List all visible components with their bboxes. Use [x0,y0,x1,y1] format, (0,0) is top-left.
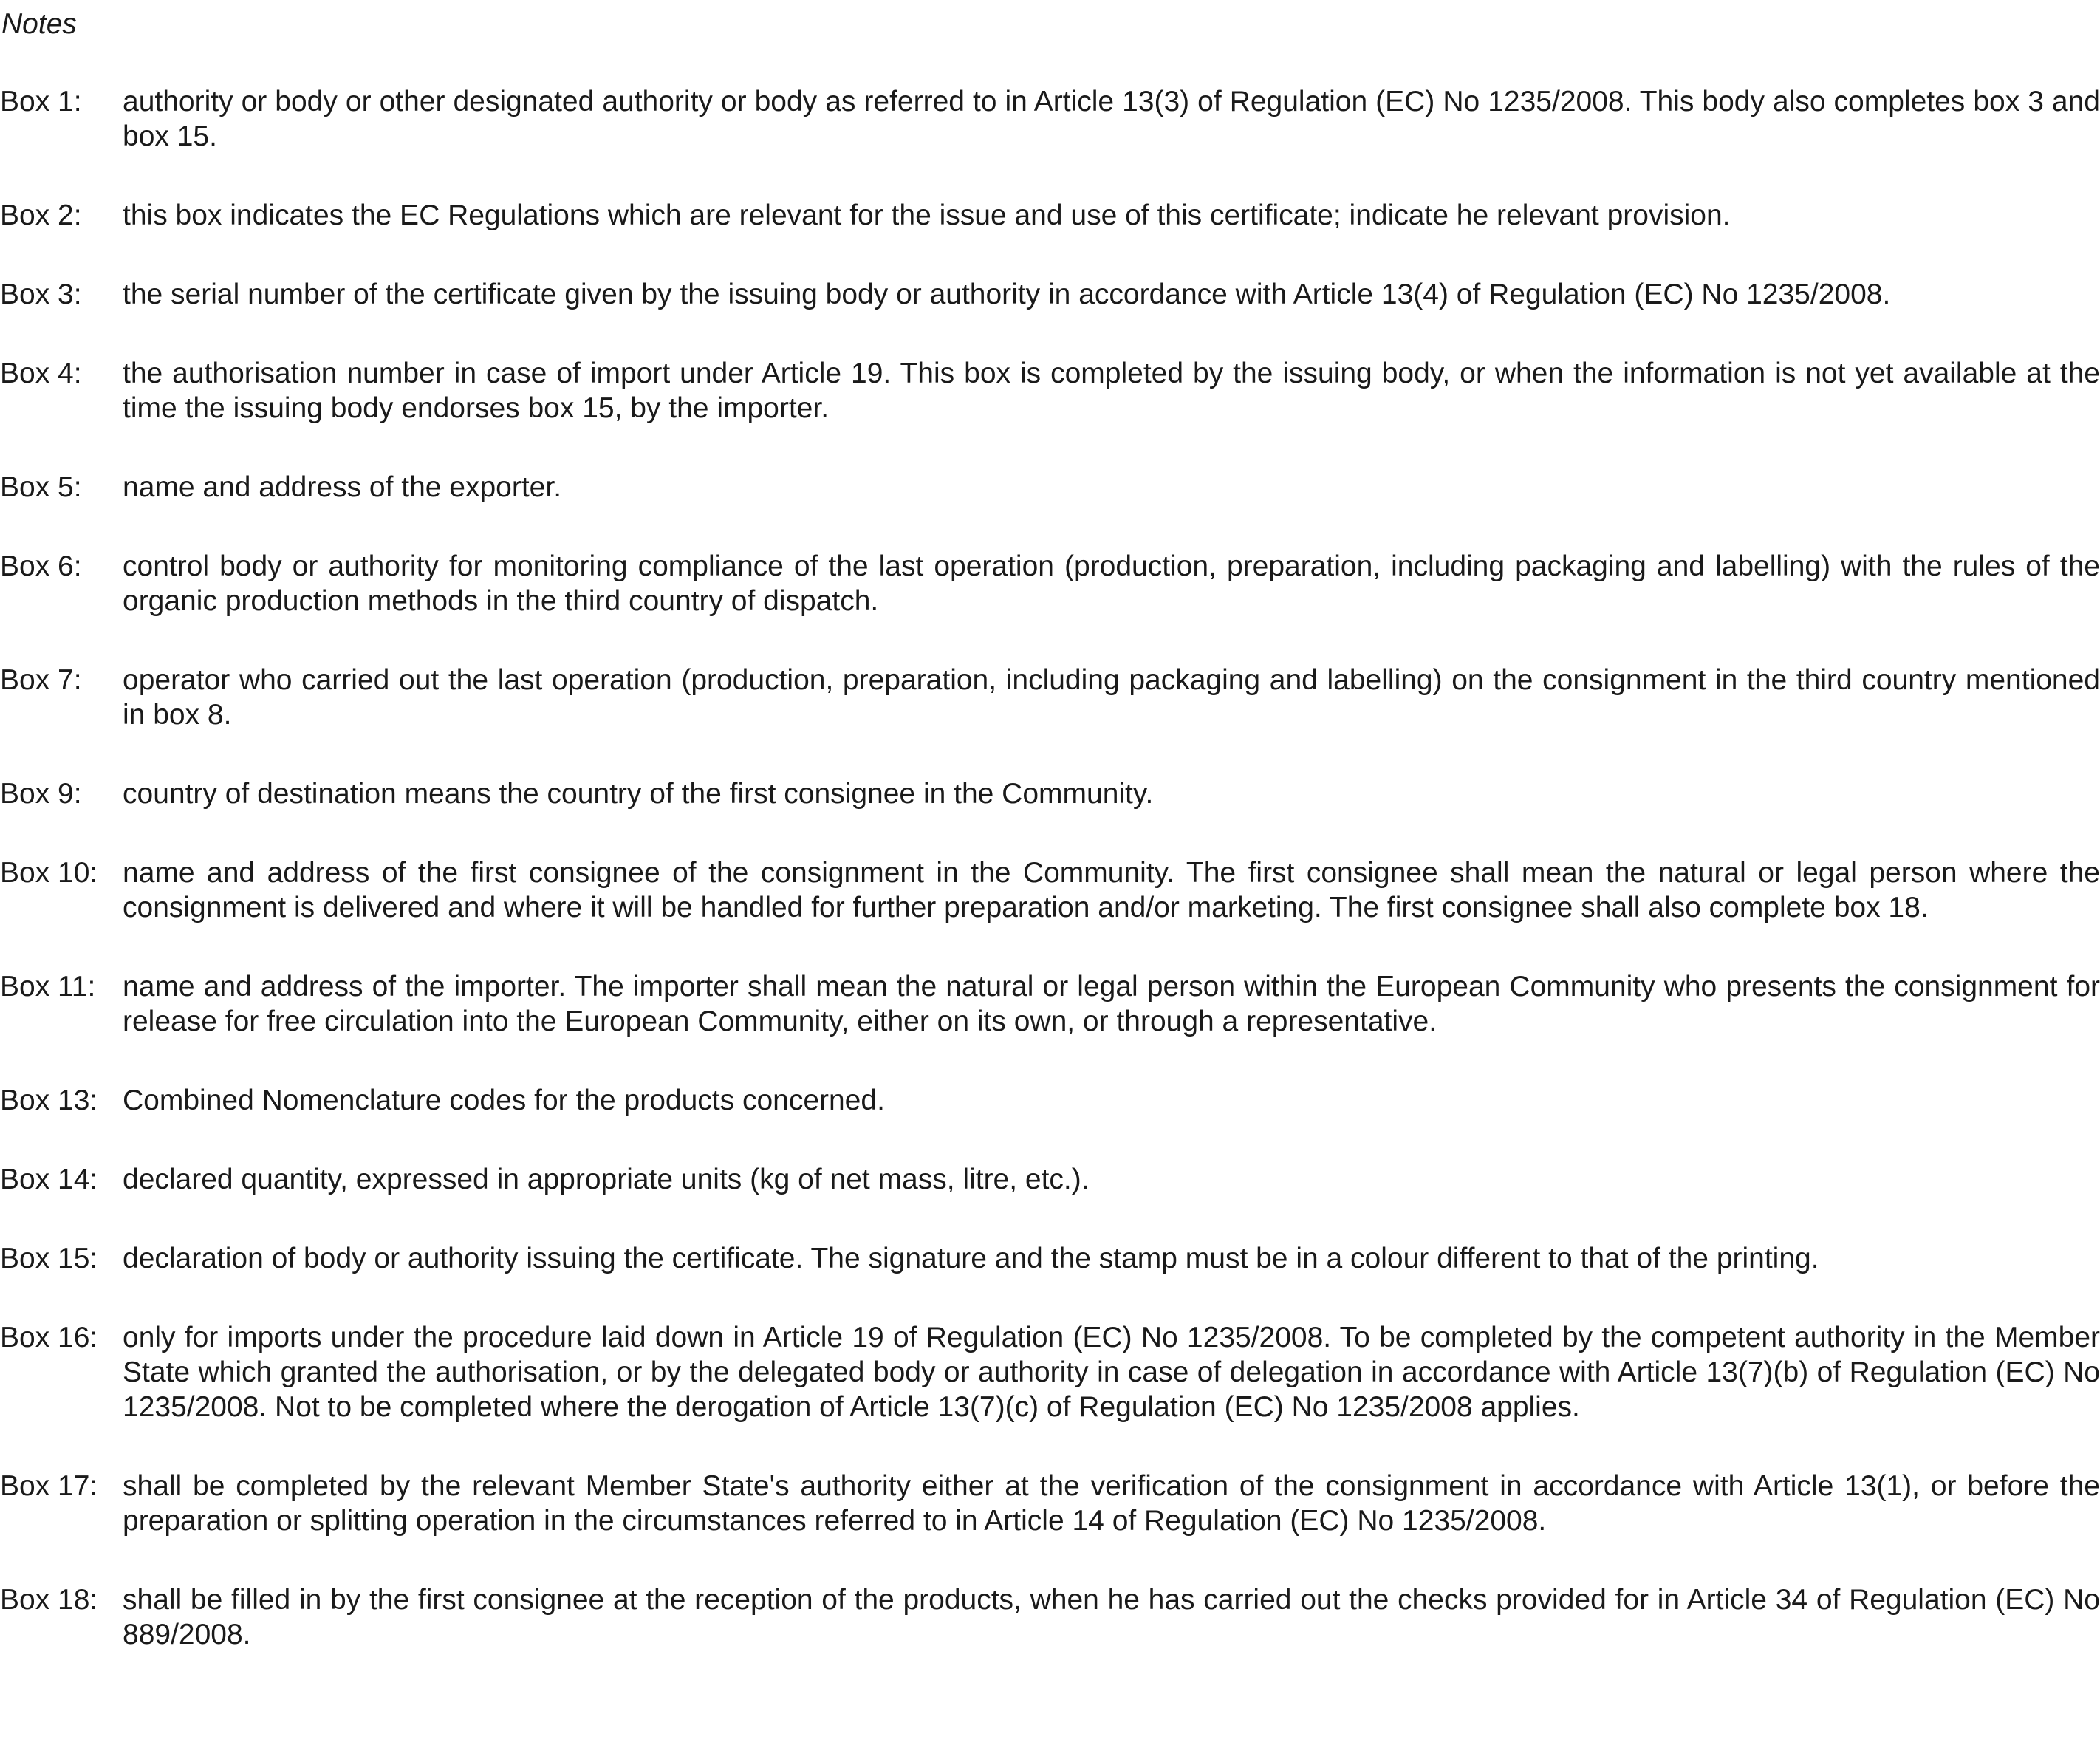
note-text: country of destination means the country of the first consignee in the Community. [123,778,1154,810]
note-item [0,969,2100,1039]
note-label: Box 3: [0,279,82,310]
note-text: name and address of the importer. The importer shall mean the natural or legal person within the European Community who presents the consignment for release for free circulation into the European Community, either on its own, or through a representative. [123,971,2100,1037]
notes-list [0,84,2100,1652]
note-label: Box 18: [0,1584,98,1616]
note-item [0,776,2100,811]
note-label: Box 17: [0,1470,98,1502]
note-text: shall be filled in by the first consignee at the reception of the products, when he has carried out the checks provided for in Article 34 of Regulation (EC) No 889/2008. [123,1584,2100,1650]
note-item [0,277,2100,312]
note-label: Box 1: [0,86,82,117]
note-item [0,1582,2100,1652]
note-text: declaration of body or authority issuing the certificate. The signature and the stamp must be in a colour different to that of the printing. [123,1243,1819,1274]
note-label: Box 9: [0,778,82,810]
note-text: the authorisation number in case of import under Article 19. This box is completed by the issuing body, or when the information is not yet available at the time the issuing body endorses box 15, by the importer. [123,358,2100,424]
note-text: shall be completed by the relevant Member State's authority either at the verification of the consignment in accordance with Article 13(1), or before the preparation or splitting operation in the circumstances referred to in Article 14 of Regulation (EC) No 1235/2008. [123,1470,2100,1537]
notes-heading: Notes [1,8,77,40]
note-text: declared quantity, expressed in appropriate units (kg of net mass, litre, etc.). [123,1164,1090,1195]
note-label: Box 4: [0,358,82,389]
note-item [0,198,2100,233]
note-label: Box 15: [0,1243,98,1274]
note-label: Box 10: [0,857,98,889]
note-text: name and address of the exporter. [123,471,562,503]
note-item [0,663,2100,732]
note-label: Box 5: [0,471,82,503]
note-label: Box 14: [0,1164,98,1195]
note-item [0,549,2100,618]
note-item [0,1083,2100,1118]
note-item [0,356,2100,426]
note-text: operator who carried out the last operation (production, preparation, including packaging and labelling) on the consignment in the third country mentioned in box 8. [123,664,2100,731]
note-item [0,1469,2100,1538]
note-label: Box 6: [0,550,82,582]
note-text: only for imports under the procedure laid down in Article 19 of Regulation (EC) No 1235/2008. To be completed by the competent authority in the Member State which granted the authorisation, or by the delegated body or authority in case of delegation in accordance with Article 13(7)(b) of Regulation (EC) No 1235/2008. Not to be completed where the derogation of Article 13(7)(c) of Regulation (EC) No 1235/2008 applies. [123,1322,2100,1423]
note-label: Box 13: [0,1085,98,1116]
note-item [0,1241,2100,1276]
note-label: Box 7: [0,664,82,696]
note-item [0,856,2100,925]
note-label: Box 16: [0,1322,98,1353]
note-text: name and address of the first consignee of the consignment in the Community. The first consignee shall mean the natural or legal person where the consignment is delivered and where it will be handled for further preparation and/or marketing. The first consignee shall also complete box 18. [123,857,2100,923]
note-text: control body or authority for monitoring compliance of the last operation (production, preparation, including packaging and labelling) with the rules of the organic production methods in the third country of dispatch. [123,550,2100,617]
note-item [0,1320,2100,1424]
note-text: authority or body or other designated authority or body as referred to in Article 13(3) of Regulation (EC) No 1235/2008. This body also completes box 3 and box 15. [123,86,2100,152]
note-label: Box 11: [0,971,96,1003]
note-text: the serial number of the certificate given by the issuing body or authority in accordance with Article 13(4) of Regulation (EC) No 1235/2008. [123,279,1891,310]
note-label: Box 2: [0,199,82,231]
note-text: Combined Nomenclature codes for the products concerned. [123,1085,885,1116]
note-item [0,470,2100,505]
note-item [0,1162,2100,1197]
note-item [0,84,2100,154]
note-text: this box indicates the EC Regulations which are relevant for the issue and use of this certificate; indicate he relevant provision. [123,199,1731,231]
